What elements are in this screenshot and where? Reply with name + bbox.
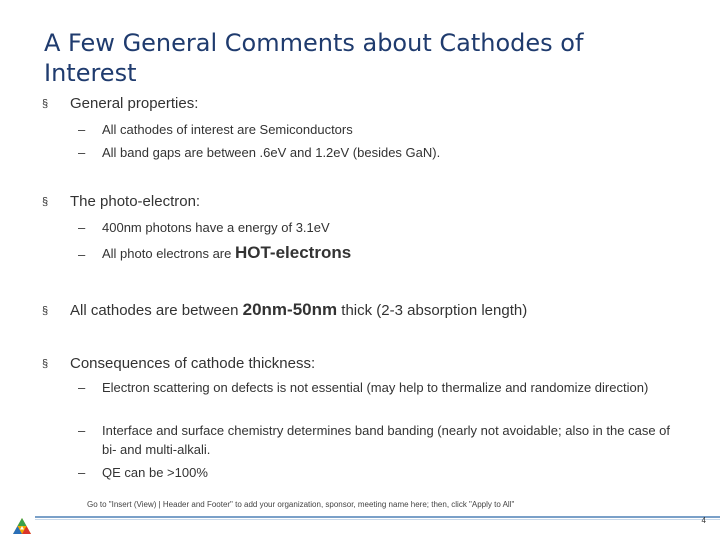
bullet-cathode-thickness — [70, 301, 527, 320]
thickness-prefix: All cathodes are between — [70, 302, 243, 319]
sub-bullet-semiconductors: All cathodes of interest are Semiconductors — [102, 122, 353, 137]
thickness-emphasis: 20nm-50nm — [242, 300, 338, 319]
bullet-marker: § — [42, 196, 49, 208]
slide-title: A Few General Comments about Cathodes of Interest — [44, 29, 584, 87]
footer-divider — [35, 516, 720, 518]
bullet-general-properties: General properties: — [70, 95, 199, 112]
sub-bullet-photon-energy: 400nm photons have a energy of 3.1eV — [102, 220, 330, 235]
sub-bullet-marker: – — [78, 423, 86, 438]
bullet-photo-electron: The photo-electron: — [70, 193, 201, 210]
bullet-consequences: Consequences of cathode thickness: — [70, 355, 316, 372]
bullet-marker: § — [42, 98, 49, 110]
sub-bullet-marker: – — [78, 145, 86, 160]
hot-electrons-emphasis: HOT-electrons — [234, 243, 352, 262]
footer-note: Go to "Insert (View) | Header and Footer" to add your organization, sponsor, meeting name here; then, click "Apply to All" — [87, 500, 515, 509]
sub-bullet-electron-scattering: Electron scattering on defects is not essential (may help to thermalize and randomize direction) — [102, 380, 649, 395]
bullet-marker: § — [42, 358, 49, 370]
sub-bullet-band-gaps: All band gaps are between .6eV and 1.2eV (besides GaN). — [102, 145, 441, 160]
sub-bullet-marker: – — [78, 465, 86, 480]
sub-bullet-interface-chemistry: Interface and surface chemistry determines band banding (nearly not avoidable; also in the case of bi- and multi-alkali. — [102, 423, 671, 457]
sub-bullet-marker: – — [78, 122, 86, 137]
page-number: 4 — [701, 516, 706, 525]
hot-electrons-prefix: All photo electrons are — [102, 246, 235, 261]
footer-divider-secondary — [35, 519, 720, 520]
thickness-suffix: thick (2-3 absorption length) — [337, 302, 528, 319]
bullet-marker: § — [42, 305, 49, 317]
sub-bullet-marker: – — [78, 247, 86, 262]
sub-bullet-qe: QE can be >100% — [102, 465, 208, 480]
sub-bullet-marker: – — [78, 220, 86, 235]
tri-color-triangle-logo-icon — [12, 517, 32, 535]
sub-bullet-marker: – — [78, 380, 86, 395]
sub-bullet-hot-electrons — [102, 243, 682, 263]
